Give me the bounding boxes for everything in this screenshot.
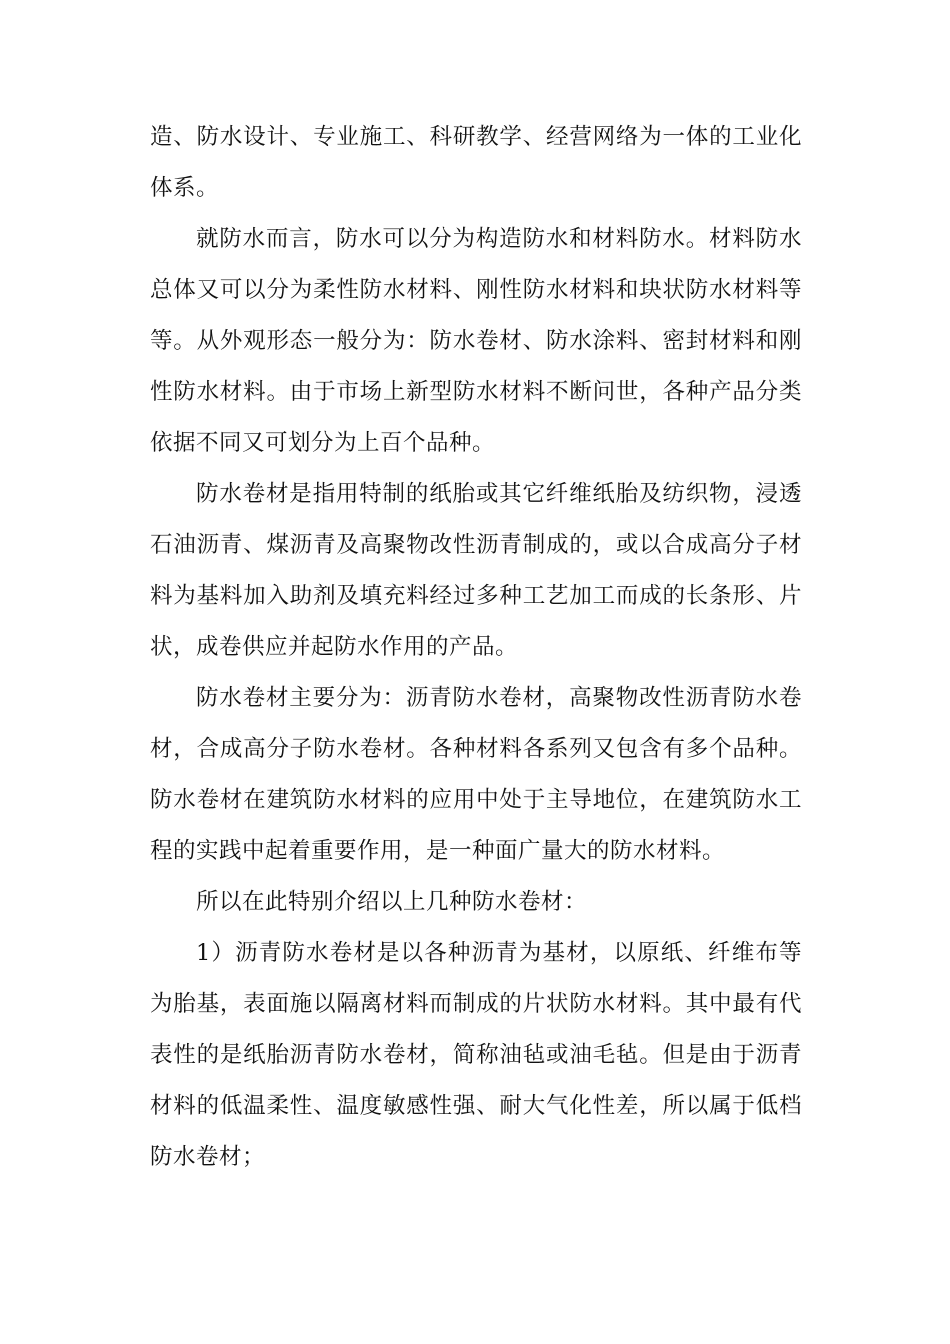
- paragraph-membrane-types: 防水卷材主要分为：沥青防水卷材，高聚物改性沥青防水卷材，合成高分子防水卷材。各种材料各系列又包含有多个品种。防水卷材在建筑防水材料的应用中处于主导地位，在建筑防水工程的实践中起着重要作用，是一种面广量大的防水材料。: [150, 685, 802, 864]
- paragraph-membrane-definition: 防水卷材是指用特制的纸胎或其它纤维纸胎及纺织物，浸透石油沥青、煤沥青及高聚物改性沥青制成的，或以合成高分子材料为基料加入助剂及填充料经过多种工艺加工而成的长条形、片状，成卷供应并起防水作用的产品。: [150, 481, 802, 660]
- paragraph-asphalt-membrane: 1）沥青防水卷材是以各种沥青为基材，以原纸、纤维布等为胎基，表面施以隔离材料而制成的片状防水材料。其中最有代表性的是纸胎沥青防水卷材，简称油毡或油毛毡。但是由于沥青材料的低温柔性、温度敏感性强、耐大气化性差，所以属于低档防水卷材；: [150, 940, 802, 1170]
- document-body: [150, 112, 802, 1183]
- paragraph-continuation: 造、防水设计、专业施工、科研教学、经营网络为一体的工业化体系。: [150, 124, 802, 201]
- paragraph-introduction: 所以在此特别介绍以上几种防水卷材：: [196, 889, 588, 915]
- paragraph-waterproofing-classification: 就防水而言，防水可以分为构造防水和材料防水。材料防水总体又可以分为柔性防水材料、刚性防水材料和块状防水材料等等。从外观形态一般分为：防水卷材、防水涂料、密封材料和刚性防水材料。由于市场上新型防水材料不断问世，各种产品分类依据不同又可划分为上百个品种。: [150, 226, 802, 456]
